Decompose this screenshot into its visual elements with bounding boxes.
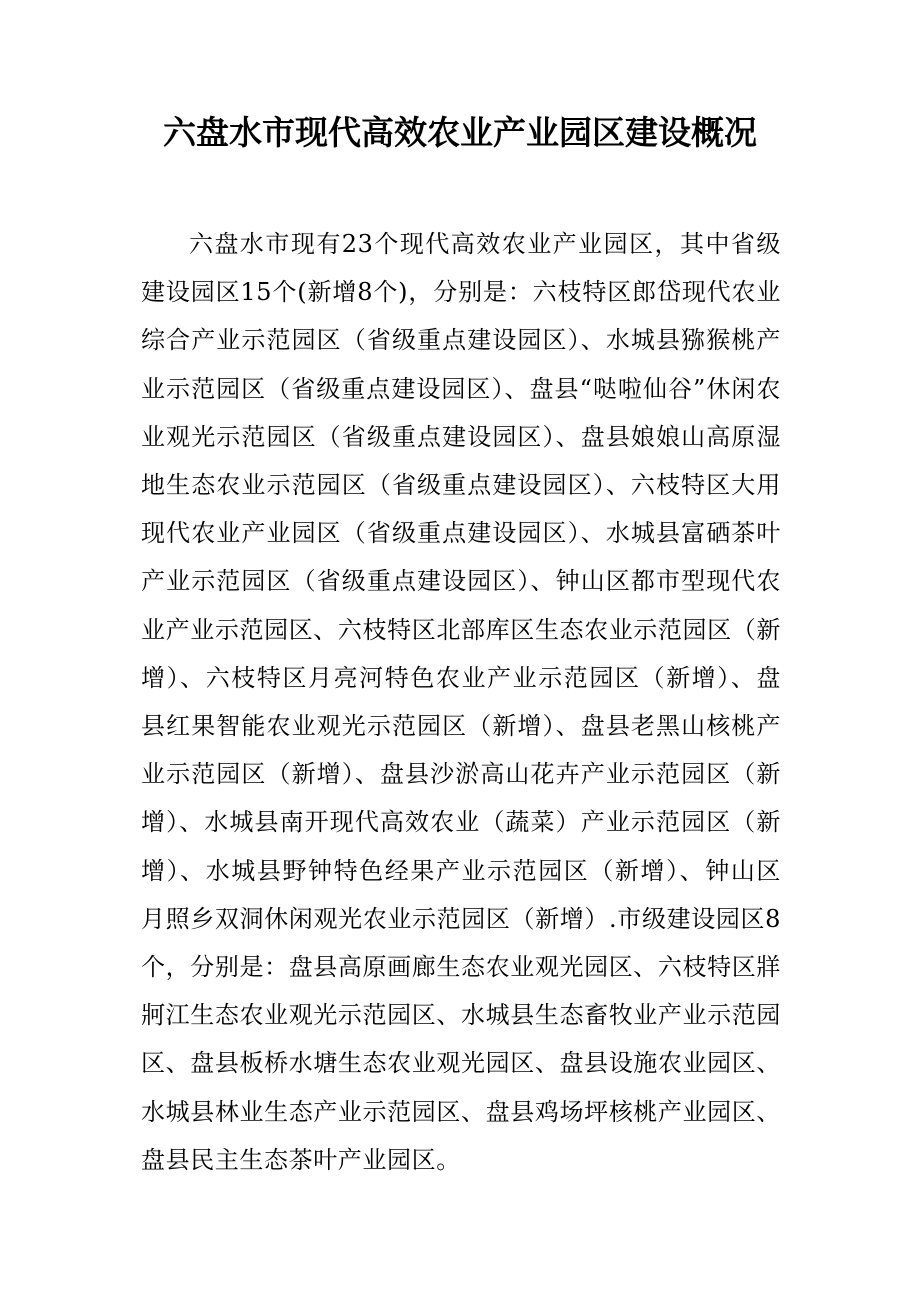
body-paragraph: 六盘水市现有23个现代高效农业产业园区，其中省级建设园区15个(新增8个)，分别是：六枝特区郎岱现代农业综合产业示范园区（省级重点建设园区）、水城县猕猴桃产业示范园区（省级重点建设园区）、盘县“哒啦仙谷”休闲农业观光示范园区（省级重点建设园区）、盘县娘娘山高原湿地生态农业示范园区（省级重点建设园区）、六枝特区大用现代农业产业园区（省级重点建设园区）、水城县富硒茶叶产业示范园区（省级重点建设园区）、钟山区都市型现代农业产业示范园区、六枝特区北部库区生态农业示范园区（新增）、六枝特区月亮河特色农业产业示范园区（新增）、盘县红果智能农业观光示范园区（新增）、盘县老黑山核桃产业示范园区（新增）、盘县沙淤高山花卉产业示范园区（新增）、水城县南开现代高效农业（蔬菜）产业示范园区（新增）、水城县野钟特色经果产业示范园区（新增）、钟山区月照乡双洞休闲观光农业示范园区（新增）.市级建设园区8个，分别是：盘县高原画廊生态农业观光园区、六枝特区牂牁江生态农业观光示范园区、水城县生态畜牧业产业示范园区、盘县板桥水塘生态农业观光园区、盘县设施农业园区、水城县林业生态产业示范园区、盘县鸡场坪核桃产业园区、盘县民主生态茶叶产业园区。 xyxy=(141,230,781,1174)
document-title: 六盘水市现代高效农业产业园区建设概况 xyxy=(163,113,757,152)
